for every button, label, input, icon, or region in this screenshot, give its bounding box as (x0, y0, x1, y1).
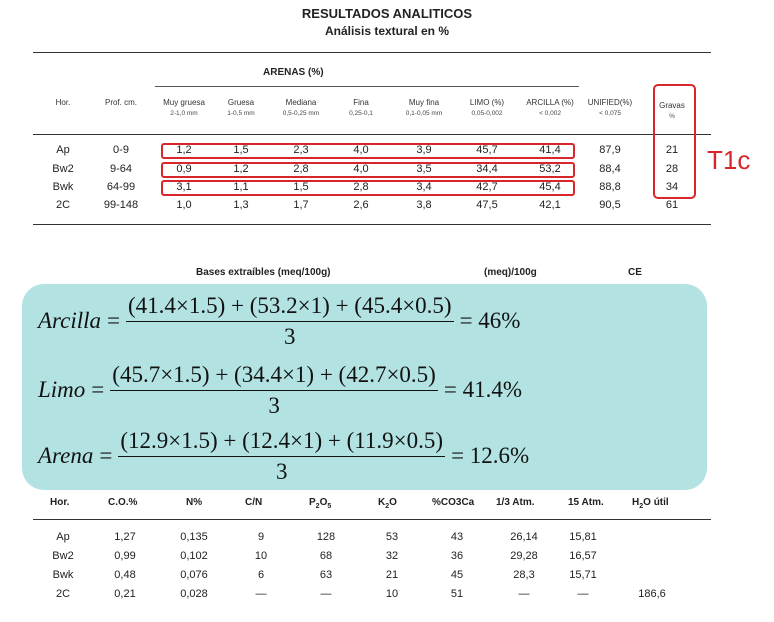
texture-col-label: Muy fina (408, 98, 440, 107)
texture-cell: 34,4 (476, 163, 498, 175)
col-p2o5 (309, 497, 331, 510)
texture-cell: 3,1 (176, 181, 192, 193)
equation-denominator: 3 (284, 323, 296, 349)
texture-col-label: Hor. (55, 98, 71, 107)
texture-cell: 2,8 (353, 181, 369, 193)
equation-result: = 46% (459, 308, 521, 333)
texture-cell: 3,5 (416, 163, 432, 175)
texture-cell: 1,3 (233, 199, 249, 211)
texture-cell: 28 (665, 163, 679, 175)
bottom-cell: 53 (385, 531, 399, 543)
equation-variable: Arcilla (38, 308, 102, 333)
k2o-sub-2: 2 (385, 503, 390, 510)
texture-cell: 64-99 (106, 181, 136, 193)
bottom-cell: 68 (319, 550, 333, 562)
bottom-cell: 16,57 (569, 550, 597, 562)
texture-cell: 1,1 (233, 181, 249, 193)
texture-cell: 1,2 (176, 144, 192, 156)
texture-cell: 99-148 (103, 199, 139, 211)
texture-col-label: Muy gruesa (163, 98, 205, 107)
bottom-cell: 6 (257, 569, 265, 581)
equation-arena (38, 427, 529, 485)
texture-cell: 2C (55, 199, 71, 211)
texture-cell: 53,2 (539, 163, 561, 175)
equals-sign: = (107, 308, 121, 333)
h2o-rest: O útil (643, 497, 669, 508)
k2o-k: K (378, 497, 386, 508)
p2o5-o: O (319, 497, 328, 508)
p2o5-sub-5: 5 (327, 503, 332, 510)
texture-col-sublabel: % (669, 113, 675, 120)
texture-cell: 88,4 (599, 163, 621, 175)
texture-cell: 4,0 (353, 144, 369, 156)
col-co: C.O.% (108, 497, 138, 508)
texture-col-label: Gruesa (227, 98, 255, 107)
texture-cell: 9-64 (109, 163, 133, 175)
texture-cell: 21 (665, 144, 679, 156)
texture-cell: 42,7 (476, 181, 498, 193)
bottom-cell: 0,99 (114, 550, 136, 562)
bottom-cell: 2C (55, 588, 71, 600)
equation-denominator: 3 (275, 458, 288, 484)
bases-title: Bases extraíbles (meq/100g) (196, 267, 331, 278)
equation-variable: Limo (38, 377, 86, 402)
header-bottom-rule (33, 134, 711, 135)
bottom-cell: 0,135 (180, 531, 208, 543)
ce-title: CE (628, 267, 642, 278)
bottom-cell: 15,81 (569, 531, 597, 543)
texture-cell: 2,8 (293, 163, 309, 175)
bottom-cell: 51 (450, 588, 464, 600)
bottom-cell: Bw2 (52, 550, 74, 562)
texture-cell: 41,4 (539, 144, 561, 156)
texture-cell: 1,7 (293, 199, 309, 211)
texture-cell: 2,6 (353, 199, 369, 211)
bottom-cell: Bwk (52, 569, 74, 581)
highlight-gravas-column (653, 84, 696, 199)
equation-arcilla (38, 292, 520, 350)
col-n: N% (186, 497, 203, 508)
bottom-cell: 15,71 (569, 569, 597, 581)
equation-numerator: (41.4×1.5) + (53.2×1) + (45.4×0.5) (126, 293, 454, 322)
bottom-cell: 0,076 (180, 569, 208, 581)
bottom-cell: 26,14 (510, 531, 538, 543)
equation-fraction (110, 362, 438, 419)
texture-col-sublabel: < 0,075 (599, 110, 621, 117)
equation-fraction (118, 428, 445, 485)
t1c-label: T1c (707, 145, 751, 175)
texture-col-label: LIMO (%) (469, 98, 505, 107)
bottom-cell: — (577, 588, 589, 600)
bottom-cell: 0,102 (180, 550, 208, 562)
texture-col-label: ARCILLA (%) (526, 98, 574, 107)
texture-cell: 3,8 (416, 199, 432, 211)
bottom-cell: 0,028 (180, 588, 208, 600)
texture-col-label: Gravas (659, 101, 685, 110)
highlight-row-ap (161, 143, 575, 159)
arenas-header: ARENAS (%) (263, 67, 324, 78)
bottom-cell: 186,6 (638, 588, 666, 600)
texture-cell: 45,7 (476, 144, 498, 156)
texture-cell: 42,1 (539, 199, 561, 211)
texture-cell: 2,3 (293, 144, 309, 156)
texture-cell: 34 (665, 181, 679, 193)
bottom-cell: 10 (385, 588, 399, 600)
bottom-cell: 0,48 (114, 569, 136, 581)
texture-cell: 1,0 (176, 199, 192, 211)
texture-cell: Bwk (52, 181, 74, 193)
bottom-cell: 9 (257, 531, 265, 543)
texture-cell: 87,9 (599, 144, 621, 156)
texture-cell: 0,9 (176, 163, 192, 175)
p2o5-p: P (309, 497, 316, 508)
texture-col-header (326, 97, 396, 119)
texture-col-sublabel: < 0,002 (539, 110, 561, 117)
equation-limo (38, 361, 522, 419)
table-top-rule (33, 52, 711, 53)
bottom-cell: 32 (385, 550, 399, 562)
col-atm15: 15 Atm. (568, 497, 604, 508)
texture-col-sublabel: 0,25-0,1 (349, 110, 373, 117)
equation-result: = 41.4% (443, 377, 522, 402)
col-cn: C/N (245, 497, 263, 508)
col-hor: Hor. (50, 497, 70, 508)
bottom-header-rule (33, 519, 711, 520)
bottom-cell: 10 (254, 550, 268, 562)
texture-col-sublabel: 0,05-0,002 (471, 110, 503, 117)
col-h2o (632, 497, 669, 510)
texture-cell: 1,2 (233, 163, 249, 175)
texture-col-header (86, 97, 156, 108)
texture-cell: 61 (665, 199, 679, 211)
bottom-cell: 36 (450, 550, 464, 562)
bottom-cell: 128 (316, 531, 336, 543)
bottom-cell: 63 (319, 569, 333, 581)
texture-cell: 4,0 (353, 163, 369, 175)
bottom-cell: — (320, 588, 332, 600)
bottom-cell: 45 (450, 569, 464, 581)
texture-cell: 45,4 (539, 181, 561, 193)
highlight-row-bw2 (161, 162, 575, 178)
equation-numerator: (12.9×1.5) + (12.4×1) + (11.9×0.5) (118, 428, 445, 457)
bottom-cell: Ap (56, 531, 70, 543)
highlight-row-bwk (161, 180, 575, 196)
texture-cell: 0-9 (113, 144, 129, 156)
texture-col-sublabel: 1-0,5 mm (227, 110, 255, 117)
equation-denominator: 3 (268, 392, 280, 418)
equation-variable: Arena (38, 443, 94, 468)
texture-col-sublabel: 0,1-0,05 mm (405, 110, 443, 117)
texture-cell: 47,5 (476, 199, 498, 211)
equation-fraction (126, 293, 454, 350)
report-subtitle: Análisis textural en % (324, 24, 450, 38)
texture-col-label: Mediana (285, 98, 317, 107)
bottom-cell: 43 (450, 531, 464, 543)
meq-title: (meq)/100g (484, 267, 537, 278)
col-co3ca: %CO3Ca (432, 497, 475, 508)
texture-col-label: UNIFIED(%) (587, 98, 633, 107)
equation-result: = 12.6% (451, 443, 530, 468)
h2o-sub-2: 2 (639, 503, 644, 510)
texture-col-sublabel: 0,5-0,25 mm (282, 110, 320, 117)
col-k2o (378, 497, 397, 510)
arenas-rule (155, 86, 579, 87)
h2o-h: H (632, 497, 640, 508)
texture-cell: 3,4 (416, 181, 432, 193)
report-title: RESULTADOS ANALITICOS (301, 6, 473, 21)
table-bottom-rule (33, 224, 711, 225)
texture-cell: 90,5 (599, 199, 621, 211)
texture-col-header (452, 97, 522, 119)
texture-cell: 1,5 (293, 181, 309, 193)
texture-col-header (575, 97, 645, 119)
texture-col-label: Fina (353, 98, 369, 107)
texture-cell: 3,9 (416, 144, 432, 156)
equation-numerator: (45.7×1.5) + (34.4×1) + (42.7×0.5) (110, 362, 438, 391)
equals-sign: = (99, 443, 113, 468)
texture-cell: 88,8 (599, 181, 621, 193)
p2o5-sub-2: 2 (315, 503, 320, 510)
equals-sign: = (91, 377, 105, 402)
texture-col-label: Prof. cm. (104, 98, 137, 107)
bottom-cell: 0,21 (114, 588, 136, 600)
bottom-cell: 21 (385, 569, 399, 581)
bottom-cell: 29,28 (510, 550, 538, 562)
bottom-cell: 28,3 (513, 569, 535, 581)
texture-col-header (389, 97, 459, 119)
texture-col-sublabel: 2-1,0 mm (170, 110, 198, 117)
texture-cell: Bw2 (52, 163, 74, 175)
bottom-cell: 1,27 (114, 531, 136, 543)
col-atm13: 1/3 Atm. (496, 497, 535, 508)
k2o-o: O (389, 497, 397, 508)
bottom-cell: — (518, 588, 530, 600)
texture-cell: Ap (56, 144, 70, 156)
bottom-cell: — (255, 588, 267, 600)
texture-cell: 1,5 (233, 144, 249, 156)
